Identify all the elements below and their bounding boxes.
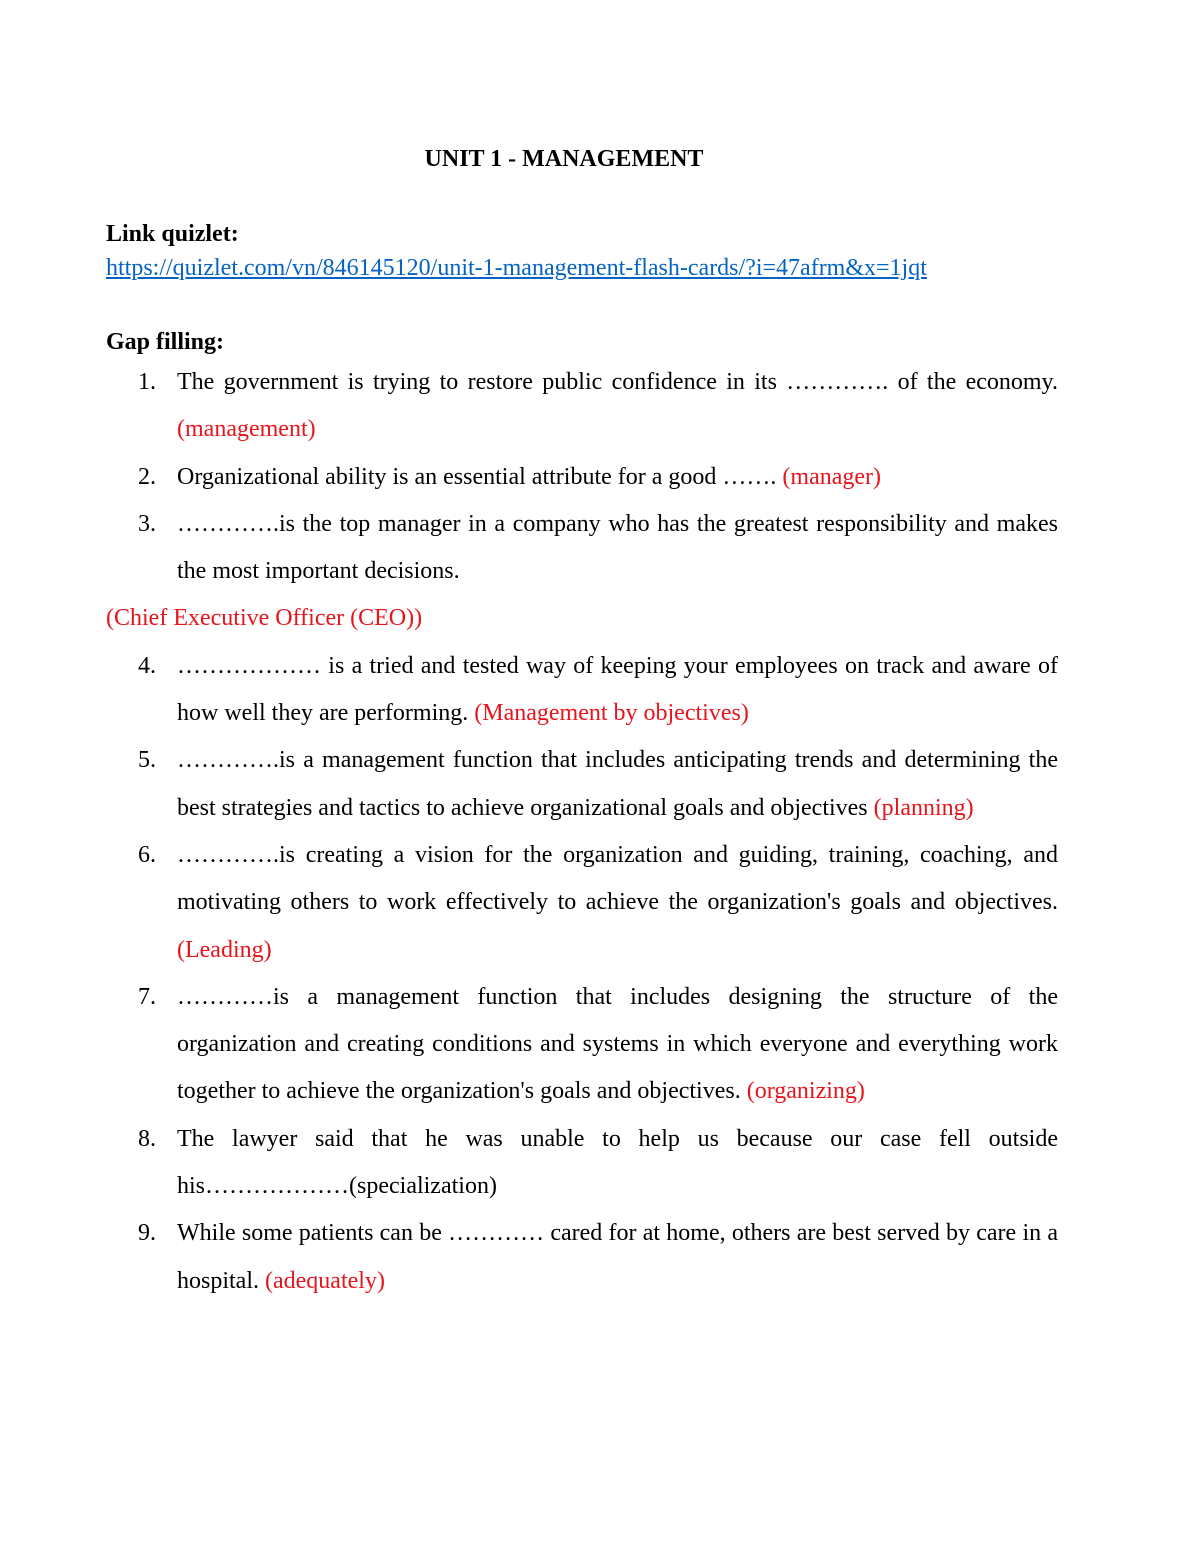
answer-text: (adequately) [265,1267,385,1294]
answer-text: (Chief Executive Officer (CEO)) [106,605,423,632]
question-item-6 [0,832,1200,974]
question-number: 9. [138,1220,156,1247]
question-item-7 [0,974,1200,1116]
question-item-5 [0,737,1200,832]
question-list [0,359,1200,1305]
question-text: ………….is creating a vision for the organization and guiding, training, coaching, and motivating others to work effectively to achieve the organization's goals and objectives. [177,841,1058,916]
section-heading: Gap filling: [106,329,225,355]
question-text: ………….is the top manager in a company who has the greatest responsibility and makes the most important decisions. [177,510,1058,585]
question-item-3 [0,501,1200,596]
answer-text: (Management by objectives) [474,700,749,727]
question-number: 1. [138,369,156,395]
document-title: UNIT 1 - MANAGEMENT [424,146,704,172]
question-number: 3. [138,510,156,537]
answer-text: (manager) [782,463,882,490]
question-text: Organizational ability is an essential attribute for a good ……. [177,463,777,490]
answer-text: (organizing) [746,1078,865,1105]
question-text: The government is trying to restore public confidence in its …………. of the economy. [177,369,1058,395]
question-text: …………is a management function that includes designing the structure of the organization and creating conditions and systems in which everyone and everything work together to achieve the organization's goals and objectives. [177,983,1058,1105]
question-item-4 [0,643,1200,738]
question-text: ………….is a management function that includes anticipating trends and determining the best strategies and tactics to achieve organizational goals and objectives [177,747,1058,821]
answer-text: (Leading) [177,936,272,963]
question-text: The lawyer said that he was unable to help us because our case fell outside his………………(specialization) [177,1125,1058,1200]
question-number: 6. [138,841,156,868]
question-number: 2. [138,463,156,490]
question-number: 8. [138,1125,156,1152]
answer-text: (management) [177,416,316,443]
answer-text: (planning) [873,794,974,821]
question-item-8 [0,1116,1200,1211]
question-number: 5. [138,747,156,774]
question-item-2 [0,454,1200,501]
quizlet-link[interactable]: https://quizlet.com/vn/846145120/unit-1-management-flash-cards/?i=47afrm&x=1jqt [106,255,927,281]
question-number: 7. [138,983,156,1010]
question-item-9 [0,1210,1200,1305]
link-label: Link quizlet: [106,221,239,247]
question-item-1 [0,359,1200,454]
question-number: 4. [138,652,156,679]
question-text: ……………… is a tried and tested way of keeping your employees on track and aware of how well they are performing. [177,652,1058,727]
question-text: While some patients can be ………… cared for at home, others are best served by care in a hospital. [177,1220,1058,1294]
